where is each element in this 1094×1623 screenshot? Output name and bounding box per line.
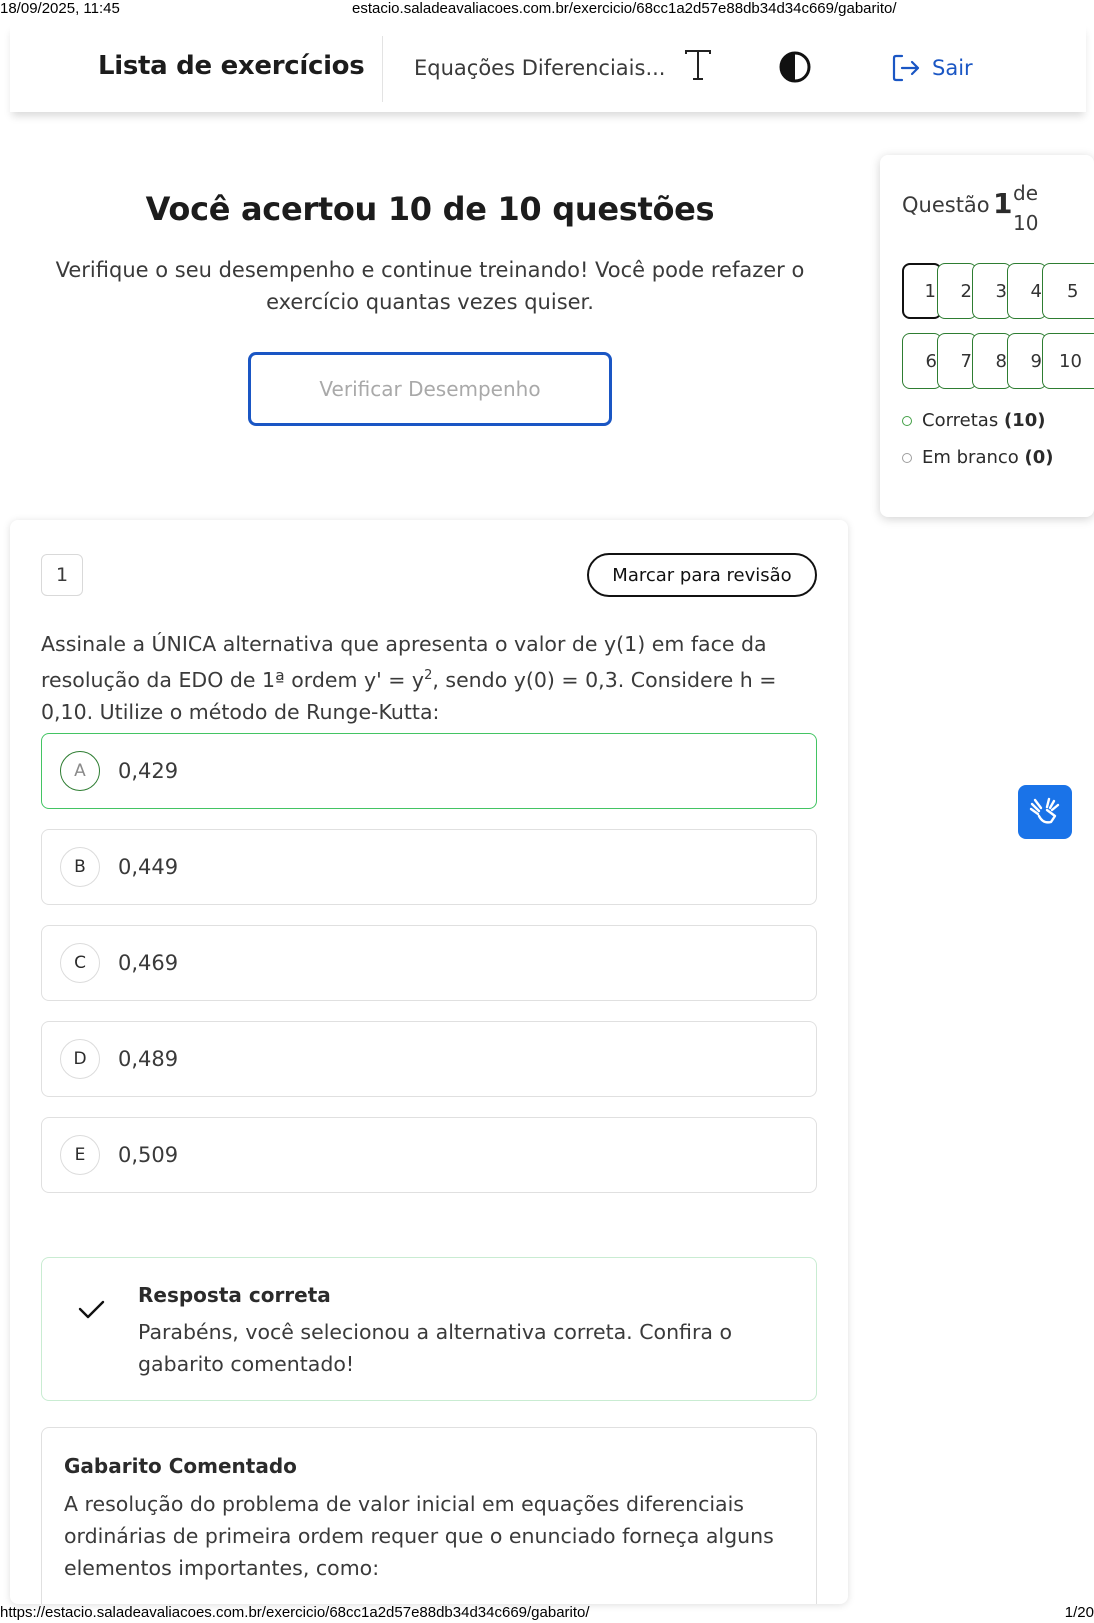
question-number: 1 xyxy=(41,554,83,596)
statement-part-1: Assinale a ÚNICA alternativa que apresenta o valor de y(1) em face da resolução da EDO de 1ª ordem y' = y xyxy=(41,632,767,692)
question-button-5[interactable]: 5 xyxy=(1042,263,1094,319)
option-a[interactable] xyxy=(41,733,817,809)
question-button-1[interactable]: 1 xyxy=(902,263,942,319)
print-url-bottom: https://estacio.saladeavaliacoes.com.br/exercicio/68cc1a2d57e88db34d34c669/gabarito/ xyxy=(0,1604,590,1621)
print-header xyxy=(0,0,1094,18)
option-letter: C xyxy=(60,943,100,983)
statement-exponent: 2 xyxy=(424,668,433,683)
option-b[interactable] xyxy=(41,829,817,905)
logout-button[interactable] xyxy=(890,50,973,86)
legend-blank xyxy=(902,447,1054,468)
font-size-icon[interactable] xyxy=(682,48,714,82)
legend-correct xyxy=(902,410,1045,431)
app-title: Lista de exercícios xyxy=(98,51,365,81)
subject-title[interactable]: Equações Diferenciais... xyxy=(414,56,666,80)
question-navigator xyxy=(880,155,1094,517)
legend-blank-label: Em branco xyxy=(922,447,1019,468)
print-page-number: 1/20 xyxy=(1064,1604,1094,1621)
option-letter: A xyxy=(60,751,100,791)
option-text: 0,449 xyxy=(118,855,179,879)
mark-for-review-button[interactable]: Marcar para revisão xyxy=(587,553,817,597)
question-button-3[interactable]: 3 xyxy=(972,263,1012,319)
legend-correct-count: (10) xyxy=(1003,410,1046,431)
logout-label: Sair xyxy=(932,56,973,80)
top-bar xyxy=(10,24,1086,112)
option-text: 0,489 xyxy=(118,1047,179,1071)
logout-icon xyxy=(890,52,922,84)
statement-part-2: , sendo y(0) = 0,3. Considere h = 0,10. Utilize o método de Runge-Kutta: xyxy=(41,667,777,724)
feedback-text: Parabéns, você selecionou a alternativa correta. Confira o gabarito comentado! xyxy=(138,1320,733,1376)
check-icon xyxy=(76,1294,106,1324)
blank-dot-icon xyxy=(902,453,912,463)
question-button-6[interactable]: 6 xyxy=(902,333,942,389)
commented-answer-title: Gabarito Comentado xyxy=(64,1454,297,1478)
option-letter: B xyxy=(60,847,100,887)
option-letter: D xyxy=(60,1039,100,1079)
question-button-8[interactable]: 8 xyxy=(972,333,1012,389)
correct-dot-icon xyxy=(902,416,912,426)
question-button-9[interactable]: 9 xyxy=(1007,333,1047,389)
option-text: 0,509 xyxy=(118,1143,179,1167)
print-footer xyxy=(0,1604,1094,1622)
result-summary xyxy=(10,190,850,426)
commented-answer-text: A resolução do problema de valor inicial em equações diferenciais ordinárias de primeira ordem requer que o enunciado forneça alguns elementos importantes, como: xyxy=(64,1492,774,1580)
question-button-2[interactable]: 2 xyxy=(937,263,977,319)
question-total: 10 xyxy=(1013,211,1039,235)
libras-accessibility-button[interactable] xyxy=(1018,785,1072,839)
question-button-10[interactable]: 10 xyxy=(1042,333,1094,389)
feedback-title: Resposta correta xyxy=(138,1283,331,1307)
contrast-icon[interactable] xyxy=(778,50,812,84)
option-c[interactable] xyxy=(41,925,817,1001)
option-letter: E xyxy=(60,1135,100,1175)
question-card xyxy=(10,520,848,1604)
commented-answer xyxy=(41,1427,817,1604)
answer-feedback xyxy=(41,1257,817,1401)
question-button-4[interactable]: 4 xyxy=(1007,263,1047,319)
current-question-number: 1 xyxy=(993,187,1013,220)
question-button-7[interactable]: 7 xyxy=(937,333,977,389)
option-d[interactable] xyxy=(41,1021,817,1097)
check-performance-button[interactable]: Verificar Desempenho xyxy=(248,352,612,426)
result-title: Você acertou 10 de 10 questões xyxy=(145,190,715,228)
question-label: Questão xyxy=(902,193,990,217)
question-statement xyxy=(41,628,831,728)
legend-correct-label: Corretas xyxy=(922,410,999,431)
result-subtitle: Verifique o seu desempenho e continue treinando! Você pode refazer o exercício quantas vezes quiser. xyxy=(55,258,805,314)
sign-language-hands-icon xyxy=(1027,794,1063,830)
option-text: 0,429 xyxy=(118,759,179,783)
option-text: 0,469 xyxy=(118,951,179,975)
legend-blank-count: (0) xyxy=(1024,447,1054,468)
print-url-top: estacio.saladeavaliacoes.com.br/exercicio/68cc1a2d57e88db34d34c669/gabarito/ xyxy=(352,0,897,17)
header-divider xyxy=(382,36,383,102)
question-of-label: de xyxy=(1013,181,1038,205)
print-date: 18/09/2025, 11:45 xyxy=(0,0,120,17)
option-e[interactable] xyxy=(41,1117,817,1193)
